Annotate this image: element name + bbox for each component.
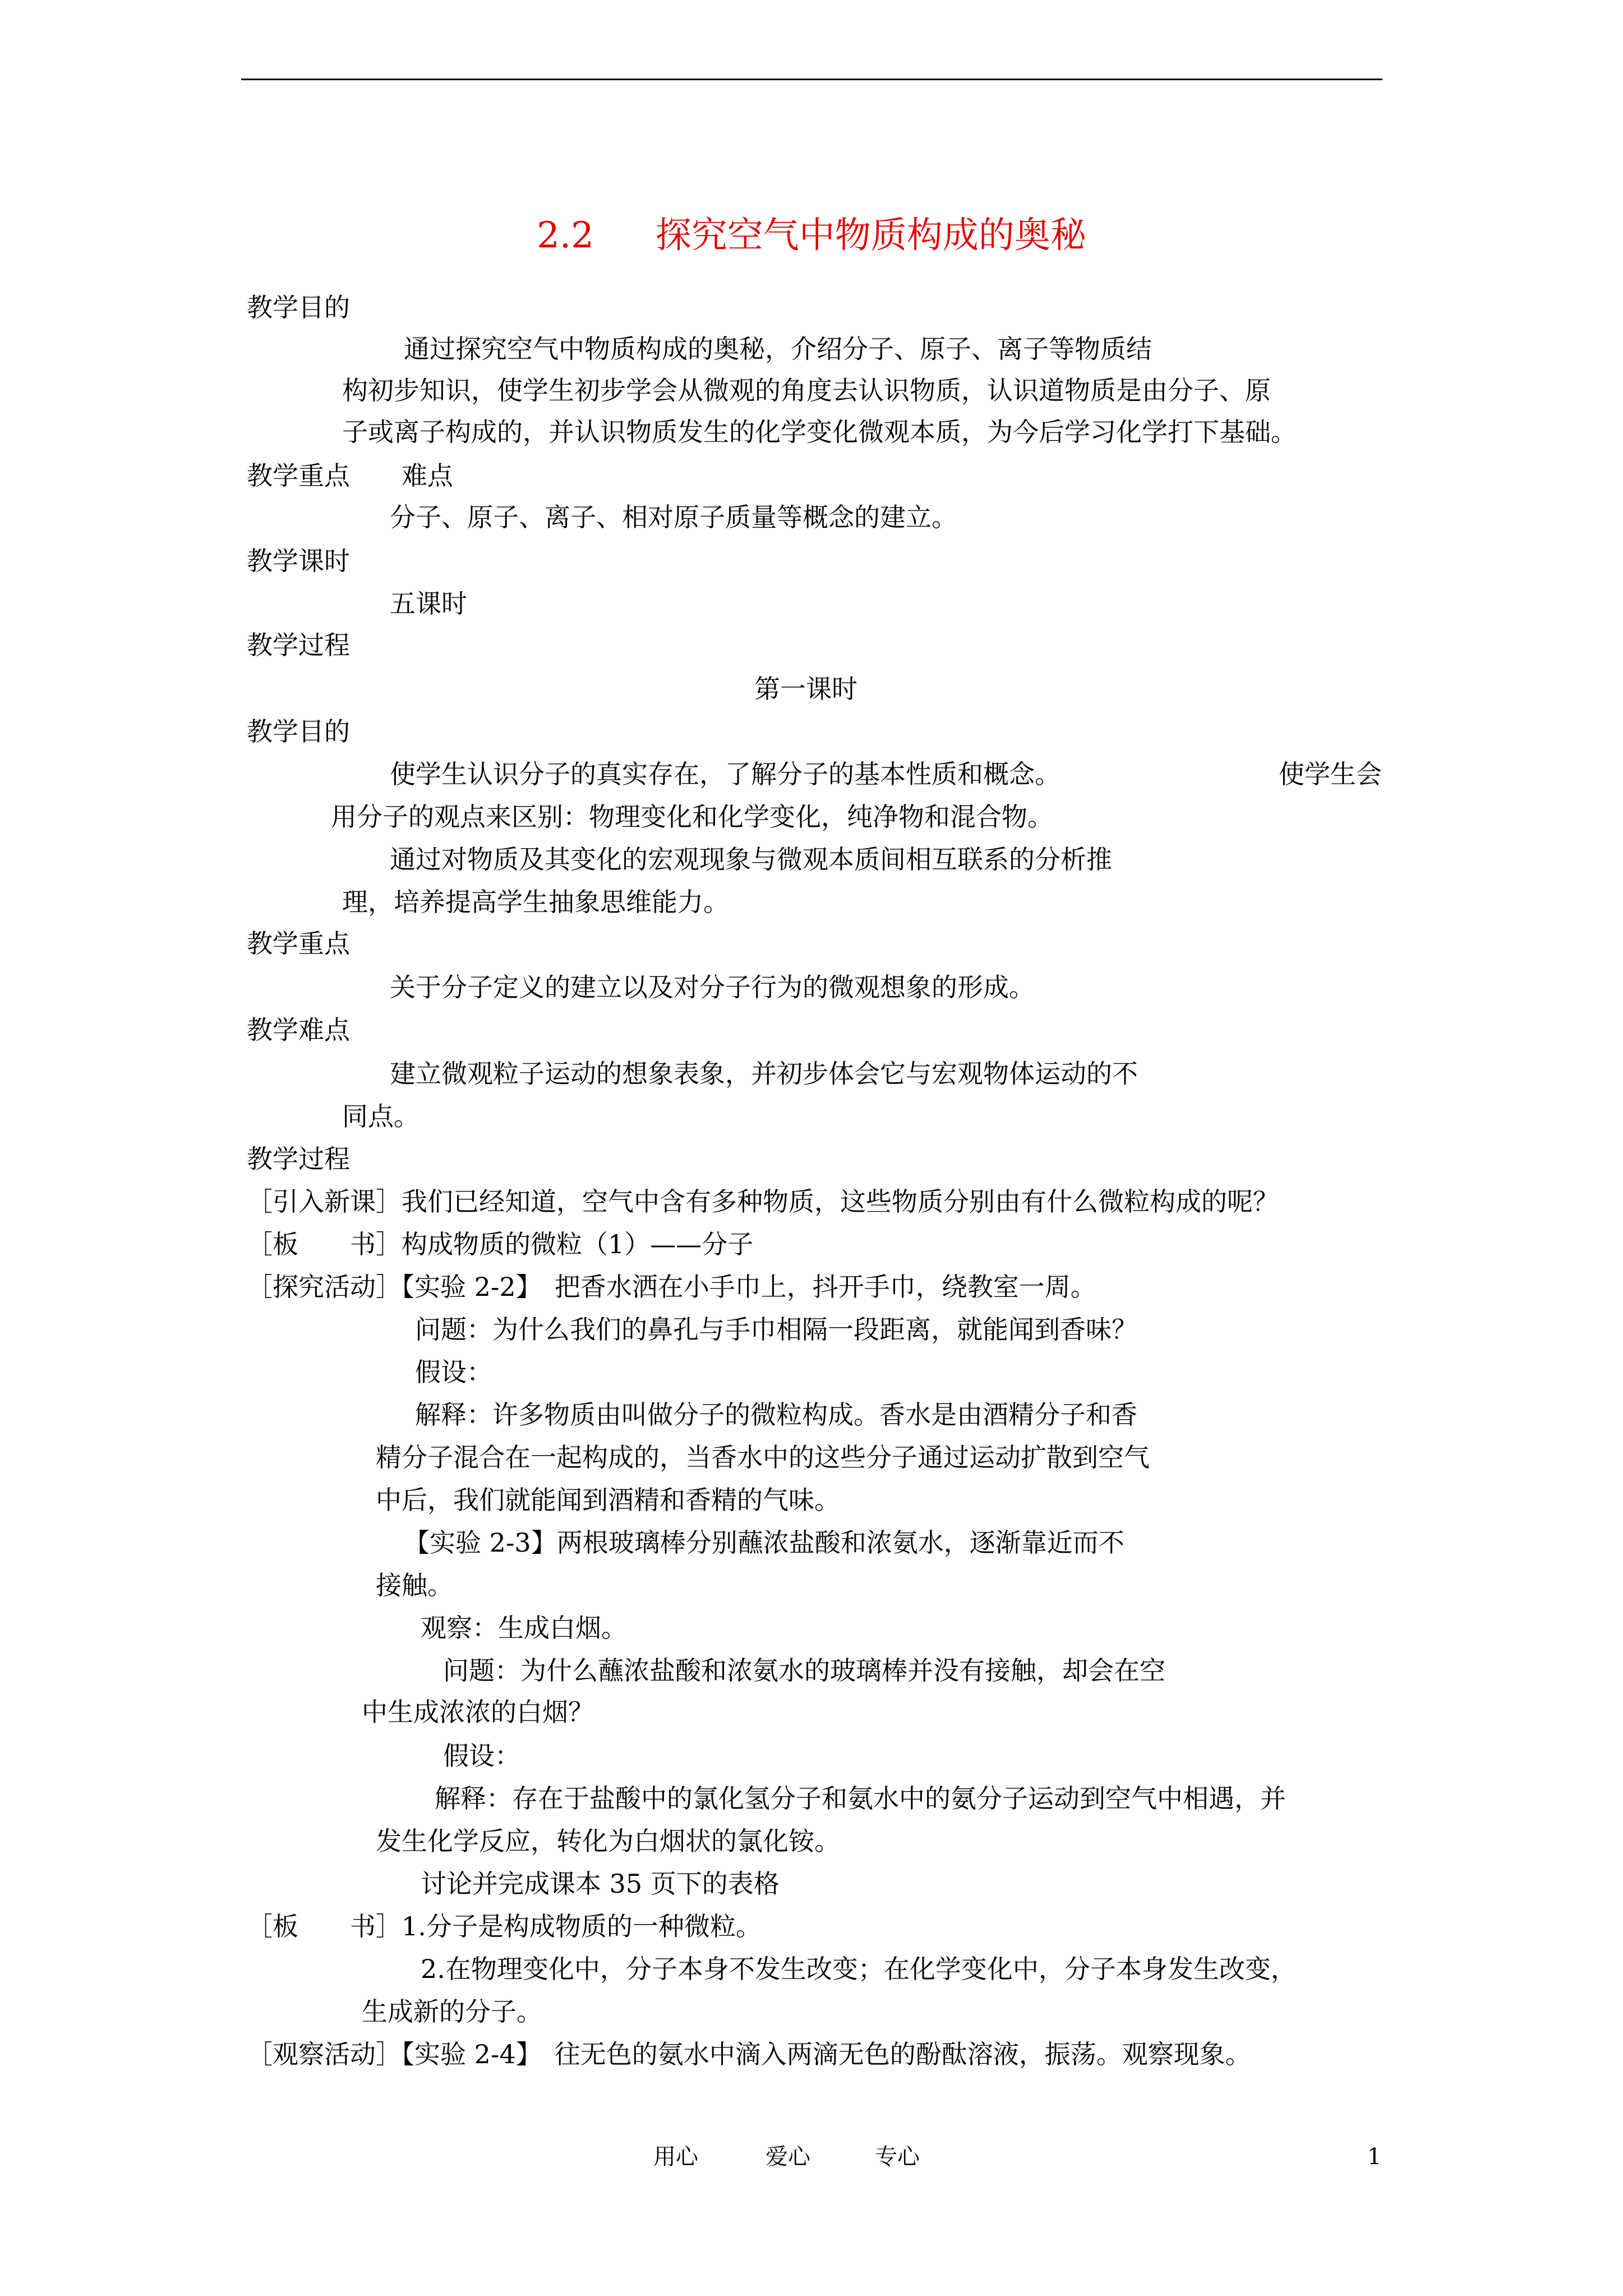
page-number: 1	[1367, 2144, 1382, 2170]
paragraph-line: 假设：	[443, 1741, 520, 1771]
paragraph-line: 观察：生成白烟。	[421, 1613, 627, 1643]
heading-key-points: 教学重点 难点	[247, 461, 453, 491]
paragraph-line: 子或离子构成的，并认识物质发生的化学变化微观本质，为今后学习化学打下基础。	[342, 417, 1297, 447]
paragraph-line: 解释：许多物质由叫做分子的微粒构成。香水是由酒精分子和香	[415, 1400, 1137, 1430]
paragraph-line: 中生成浓浓的白烟？	[362, 1697, 594, 1727]
paragraph-line: ［观察活动］【实验 2-4】 往无色的氨水中滴入两滴无色的酚酞溶液，振荡。观察现象。	[247, 2039, 1251, 2069]
paragraph-line: 分子、原子、离子、相对原子质量等概念的建立。	[390, 502, 957, 532]
paragraph-line: ［探究活动］【实验 2-2】 把香水洒在小手巾上，抖开手巾，绕教室一周。	[247, 1272, 1096, 1302]
paragraph-line: 问题：为什么我们的鼻孔与手巾相隔一段距离，就能闻到香味？	[415, 1314, 1137, 1345]
paragraph-line: 发生化学反应，转化为白烟状的氯化铵。	[376, 1826, 840, 1856]
paragraph-line: 使学生认识分子的真实存在，了解分子的基本性质和概念。	[390, 759, 1061, 789]
paragraph-line: 同点。	[342, 1101, 419, 1131]
paragraph-line: 使学生会	[1279, 759, 1382, 789]
paragraph-line: 【实验 2-3】两根玻璃棒分别蘸浓盐酸和浓氨水，逐渐靠近而不	[404, 1527, 1124, 1558]
heading-teaching-goal: 教学目的	[247, 292, 350, 323]
paragraph-line: 关于分子定义的建立以及对分子行为的微观想象的形成。	[390, 972, 1035, 1002]
paragraph-line: 中后，我们就能闻到酒精和香精的气味。	[376, 1485, 840, 1515]
paragraph-line: 解释：存在于盐酸中的氯化氢分子和氨水中的氨分子运动到空气中相遇，并	[435, 1783, 1286, 1814]
paragraph-line: 五课时	[390, 588, 467, 619]
paragraph-line: ［板 书］1.分子是构成物质的一种微粒。	[247, 1911, 762, 1941]
section-heading-first-lesson: 第一课时	[754, 674, 857, 704]
footer-motto-left: 用心	[653, 2144, 698, 2170]
heading-teaching-process: 教学过程	[247, 630, 350, 660]
heading-key-points: 教学重点	[247, 928, 350, 959]
paragraph-line: ［引入新课］我们已经知道，空气中含有多种物质，这些物质分别由有什么微粒构成的呢？	[247, 1186, 1279, 1217]
heading-lesson-hours: 教学课时	[247, 546, 350, 576]
paragraph-line: 精分子混合在一起构成的，当香水中的这些分子通过运动扩散到空气	[376, 1442, 1150, 1473]
paragraph-line: ［板 书］构成物质的微粒（1）——分子	[247, 1229, 754, 1259]
paragraph-line: 理，培养提高学生抽象思维能力。	[342, 887, 729, 917]
paragraph-line: 假设：	[415, 1357, 492, 1387]
paragraph-line: 生成新的分子。	[362, 1996, 542, 2027]
footer-motto-middle: 爱心	[766, 2144, 810, 2170]
paragraph-line: 建立微观粒子运动的想象表象，并初步体会它与宏观物体运动的不	[390, 1059, 1138, 1089]
footer-motto-right: 专心	[875, 2144, 920, 2170]
paragraph-line: 用分子的观点来区别：物理变化和化学变化，纯净物和混合物。	[331, 802, 1053, 832]
heading-difficulties: 教学难点	[247, 1015, 350, 1045]
paragraph-line: 构初步知识，使学生初步学会从微观的角度去认识物质，认识道物质是由分子、原	[342, 375, 1271, 406]
title-text: 探究空气中物质构成的奥秘	[655, 215, 1086, 256]
paragraph-line: 问题：为什么蘸浓盐酸和浓氨水的玻璃棒并没有接触，却会在空	[443, 1655, 1165, 1686]
heading-teaching-goal: 教学目的	[247, 716, 350, 747]
heading-teaching-process: 教学过程	[247, 1144, 350, 1174]
page-title	[0, 213, 1623, 258]
paragraph-line: 通过探究空气中物质构成的奥秘，介绍分子、原子、离子等物质结	[404, 334, 1152, 364]
header-rule	[241, 79, 1382, 80]
paragraph-line: 接触。	[376, 1570, 453, 1600]
paragraph-line: 讨论并完成课本 35 页下的表格	[421, 1869, 780, 1899]
paragraph-line: 2.在物理变化中，分子本身不发生改变；在化学变化中，分子本身发生改变，	[421, 1954, 1297, 1984]
paragraph-line: 通过对物质及其变化的宏观现象与微观本质间相互联系的分析推	[390, 844, 1112, 875]
title-number: 2.2	[537, 215, 594, 256]
